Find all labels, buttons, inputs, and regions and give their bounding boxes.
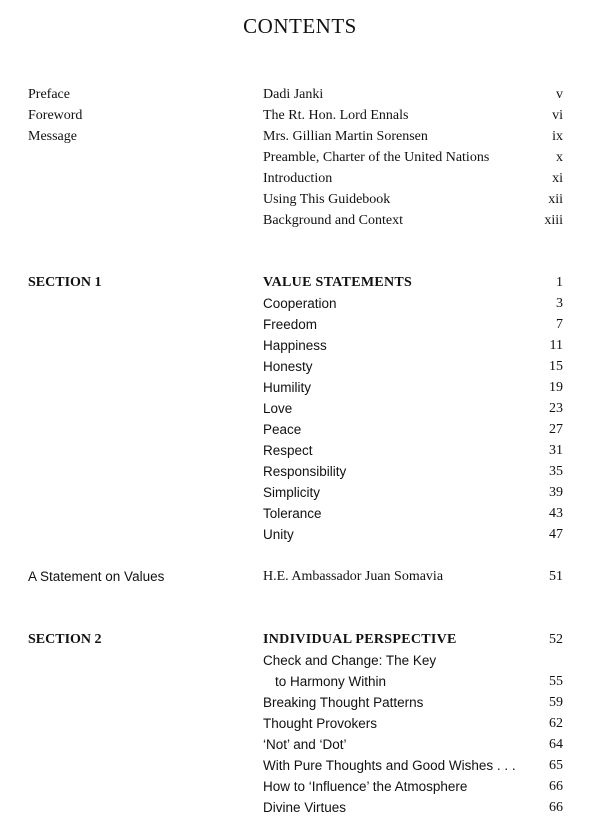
toc-entry: The Rt. Hon. Lord Ennals	[263, 108, 409, 123]
toc-entry: With Pure Thoughts and Good Wishes . . .	[263, 758, 516, 773]
page-number: ix	[552, 129, 563, 144]
page-number: 62	[549, 716, 563, 731]
page-number: xiii	[544, 213, 563, 228]
section-heading: VALUE STATEMENTS	[263, 275, 413, 290]
toc-row	[0, 503, 600, 524]
toc-row	[0, 692, 600, 713]
toc-row	[0, 377, 600, 398]
toc-row	[0, 776, 600, 797]
page-number: 15	[549, 359, 563, 374]
page-number: 39	[549, 485, 563, 500]
page-number: 59	[549, 695, 563, 710]
toc-entry: Respect	[263, 443, 313, 458]
toc-row	[0, 210, 600, 231]
toc-row	[0, 189, 600, 210]
page-number: 66	[549, 779, 563, 794]
toc-row	[0, 734, 600, 755]
toc-entry: Introduction	[263, 171, 333, 186]
toc-row	[0, 398, 600, 419]
page-number: 66	[549, 800, 563, 815]
toc-entry: How to ‘Influence’ the Atmosphere	[263, 779, 468, 794]
toc-row	[0, 147, 600, 168]
page-number: vi	[552, 108, 563, 123]
toc-row	[0, 314, 600, 335]
page-number: 11	[549, 338, 563, 353]
page-number: 65	[549, 758, 563, 773]
page-number: 1	[556, 275, 563, 290]
toc-row	[0, 419, 600, 440]
toc-row	[0, 356, 600, 377]
toc-entry: Check and Change: The Key	[263, 653, 437, 668]
page-number: 52	[549, 632, 563, 647]
toc-row	[0, 168, 600, 189]
toc-row	[0, 335, 600, 356]
page-number: 23	[549, 401, 563, 416]
page-number: 19	[549, 380, 563, 395]
page-number: 35	[549, 464, 563, 479]
toc-entry: Background and Context	[263, 213, 403, 228]
page-number: 43	[549, 506, 563, 521]
page-number: v	[556, 87, 563, 102]
section-heading-row	[0, 272, 600, 293]
left-label: Preface	[28, 87, 70, 102]
page-number: 64	[549, 737, 563, 752]
toc-row	[0, 84, 600, 105]
toc-entry: to Harmony Within	[275, 674, 387, 689]
toc-row	[0, 126, 600, 147]
toc-entry: Humility	[263, 380, 312, 395]
page-number: x	[556, 150, 563, 165]
page-number: 51	[549, 569, 563, 584]
toc-entry: Unity	[263, 527, 294, 542]
toc-row	[0, 293, 600, 314]
toc-entry: ‘Not’ and ‘Dot’	[263, 737, 347, 752]
page-number: 7	[556, 317, 563, 332]
toc-entry: Thought Provokers	[263, 716, 378, 731]
toc-row	[0, 671, 600, 692]
toc-row	[0, 105, 600, 126]
page-number: 31	[549, 443, 563, 458]
toc-entry: Preamble, Charter of the United Nations	[263, 150, 490, 165]
toc-row	[0, 524, 600, 545]
toc-row	[0, 461, 600, 482]
page-title: CONTENTS	[243, 14, 357, 38]
toc-entry: Honesty	[263, 359, 313, 374]
toc-row	[0, 713, 600, 734]
section-label: SECTION 2	[28, 632, 102, 647]
toc-entry: Divine Virtues	[263, 800, 347, 815]
toc-row	[0, 755, 600, 776]
toc-entry: Tolerance	[263, 506, 322, 521]
page-number: xi	[552, 171, 563, 186]
toc-entry: Using This Guidebook	[263, 192, 391, 207]
section-heading-row	[0, 629, 600, 650]
toc-entry: Simplicity	[263, 485, 321, 500]
section-heading: INDIVIDUAL PERSPECTIVE	[263, 632, 457, 647]
toc-entry: Happiness	[263, 338, 327, 353]
toc-entry: Freedom	[263, 317, 318, 332]
page-number: 55	[549, 674, 563, 689]
toc-entry: Love	[263, 401, 293, 416]
page-number: 27	[549, 422, 563, 437]
left-label: Message	[28, 129, 77, 144]
toc-entry: Responsibility	[263, 464, 347, 479]
page-number: 47	[549, 527, 563, 542]
page-number: 3	[556, 296, 563, 311]
toc-row	[0, 797, 600, 818]
toc-entry: Mrs. Gillian Martin Sorensen	[263, 129, 428, 144]
toc-row	[0, 650, 600, 671]
toc-row	[0, 566, 600, 587]
section-label: SECTION 1	[28, 275, 102, 290]
toc-entry: Dadi Janki	[263, 87, 324, 102]
toc-row	[0, 482, 600, 503]
toc-entry: Peace	[263, 422, 302, 437]
left-label: A Statement on Values	[28, 569, 165, 584]
toc-entry: Cooperation	[263, 296, 337, 311]
left-label: Foreword	[28, 108, 83, 123]
toc-entry: H.E. Ambassador Juan Somavia	[263, 569, 444, 584]
page-number: xii	[548, 192, 563, 207]
toc-row	[0, 440, 600, 461]
toc-entry: Breaking Thought Patterns	[263, 695, 424, 710]
